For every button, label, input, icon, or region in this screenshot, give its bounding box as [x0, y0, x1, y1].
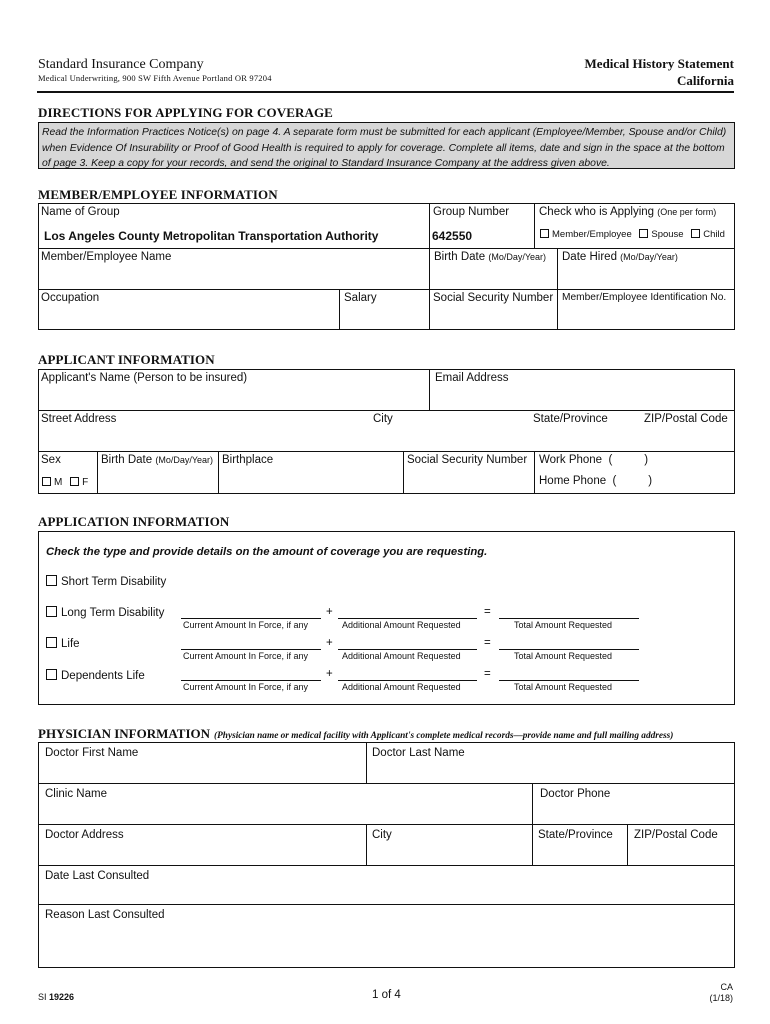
doctor-first-name-label: Doctor First Name — [45, 747, 139, 759]
sex-label: Sex — [41, 454, 61, 466]
member-ssn-field[interactable] — [430, 305, 556, 329]
physician-heading-row — [38, 725, 673, 743]
doctor-phone-label: Doctor Phone — [540, 788, 611, 800]
state-label: State/Province — [533, 413, 608, 425]
company-name: Standard Insurance Company — [38, 57, 204, 72]
date-last-consulted-label: Date Last Consulted — [45, 870, 150, 882]
ltd-current-amount-field[interactable] — [181, 618, 321, 619]
form-revision: CA (1/18) — [709, 982, 733, 1003]
name-of-group-label: Name of Group — [41, 206, 120, 218]
member-ssn-label: Social Security Number — [433, 292, 554, 304]
member-name-label: Member/Employee Name — [41, 251, 172, 263]
applicant-type-options — [540, 229, 725, 240]
life-current-caption: Current Amount In Force, if any — [183, 651, 309, 661]
applicant-name-field[interactable] — [39, 385, 428, 409]
group-number-label: Group Number — [433, 206, 510, 218]
doctor-city-field[interactable] — [367, 842, 531, 864]
dep-current-caption: Current Amount In Force, if any — [183, 682, 309, 692]
ltd-additional-amount-field[interactable] — [338, 618, 477, 619]
doctor-state-field[interactable] — [533, 842, 626, 864]
work-phone-field[interactable] — [628, 452, 734, 472]
member-id-label: Member/Employee Identification No. — [562, 292, 727, 303]
salary-field[interactable] — [340, 305, 428, 329]
doctor-state-label: State/Province — [538, 829, 613, 841]
directions-heading: DIRECTIONS FOR APPLYING FOR COVERAGE — [38, 105, 333, 120]
application-instruction: Check the type and provide details on the amount of coverage you are requesting. — [46, 546, 488, 558]
doctor-phone-field[interactable] — [533, 801, 734, 823]
physician-heading: PHYSICIAN INFORMATION — [38, 726, 211, 741]
company-address: Medical Underwriting, 900 SW Fifth Avenue Portland OR 97204 — [38, 73, 272, 83]
member-id-field[interactable] — [558, 305, 734, 329]
applicant-birth-date-field[interactable] — [98, 467, 217, 493]
sex-f-option[interactable]: F — [70, 477, 88, 488]
ltd-checkbox[interactable] — [46, 606, 57, 617]
sex-f-checkbox[interactable] — [70, 477, 79, 486]
std-checkbox[interactable] — [46, 575, 57, 586]
form-title-line2: California — [676, 73, 734, 88]
life-option[interactable] — [46, 637, 80, 650]
reason-last-consulted-label: Reason Last Consulted — [45, 909, 165, 921]
home-phone-label: Home Phone ( ) — [539, 475, 653, 487]
life-current-amount-field[interactable] — [181, 649, 321, 650]
directions-text: Read the Information Practices Notice(s) on page 4. A separate form must be submitted for each applicant (Employee/Member, Spouse and/or Child) when Evidence Of Insurability or Proof of Good Health is required to apply for coverage. Complete all items, date and sign in the space at the bottom of page 3. Keep a copy for your records, and send the original to Standard Insurance Company at the address given above. — [38, 122, 735, 169]
header-rule — [37, 91, 734, 93]
group-number-field[interactable]: 642550 — [432, 229, 473, 243]
dependents-life-checkbox[interactable] — [46, 669, 57, 680]
date-hired-field[interactable] — [558, 264, 734, 288]
form-id: SI 19226 — [38, 992, 75, 1002]
ltd-total-caption: Total Amount Requested — [514, 620, 613, 630]
spouse-option[interactable]: Spouse — [639, 229, 683, 240]
occupation-field[interactable] — [39, 305, 338, 329]
std-option[interactable] — [46, 575, 166, 588]
salary-label: Salary — [344, 292, 377, 304]
doctor-address-field[interactable] — [39, 842, 365, 864]
doctor-zip-field[interactable] — [628, 842, 734, 864]
doctor-zip-label: ZIP/Postal Code — [634, 829, 718, 841]
sex-m-option[interactable]: M — [42, 477, 62, 488]
clinic-name-field[interactable] — [39, 801, 531, 823]
life-equals: = — [484, 637, 491, 649]
check-who-note: (One per form) — [657, 207, 717, 217]
life-additional-amount-field[interactable] — [338, 649, 477, 650]
email-field[interactable] — [430, 385, 734, 409]
dep-total-caption: Total Amount Requested — [514, 682, 613, 692]
dep-equals: = — [484, 668, 491, 680]
life-total-caption: Total Amount Requested — [514, 651, 613, 661]
dep-additional-caption: Additional Amount Requested — [342, 682, 461, 692]
zip-field[interactable] — [643, 426, 734, 450]
dep-plus: + — [326, 668, 333, 680]
applicant-name-label: Applicant's Name (Person to be insured) — [41, 372, 248, 384]
ltd-additional-caption: Additional Amount Requested — [342, 620, 461, 630]
ltd-label: Long Term Disability — [61, 607, 165, 619]
occupation-label: Occupation — [41, 292, 100, 304]
child-checkbox[interactable] — [691, 229, 700, 238]
city-label: City — [373, 413, 393, 425]
applicant-birth-date-label: Birth Date (Mo/Day/Year) — [101, 454, 214, 466]
application-heading: APPLICATION INFORMATION — [38, 514, 230, 529]
member-heading: MEMBER/EMPLOYEE INFORMATION — [38, 187, 278, 202]
child-option[interactable]: Child — [691, 229, 725, 240]
dep-additional-amount-field[interactable] — [338, 680, 477, 681]
applicant-heading: APPLICANT INFORMATION — [38, 352, 215, 367]
dep-total-amount-field[interactable] — [499, 680, 639, 681]
member-name-field[interactable] — [39, 264, 428, 288]
dep-current-amount-field[interactable] — [181, 680, 321, 681]
member-birth-date-field[interactable] — [430, 264, 556, 288]
life-total-amount-field[interactable] — [499, 649, 639, 650]
reason-last-consulted-field[interactable] — [39, 922, 734, 967]
life-label: Life — [61, 638, 80, 650]
page-number: 1 of 4 — [372, 989, 401, 1001]
ltd-equals: = — [484, 606, 491, 618]
form-title — [585, 55, 734, 89]
ltd-plus: + — [326, 606, 333, 618]
check-who-applying-label — [539, 206, 716, 218]
zip-label: ZIP/Postal Code — [644, 413, 728, 425]
clinic-name-label: Clinic Name — [45, 788, 107, 800]
birthplace-field[interactable] — [219, 467, 402, 493]
applicant-ssn-label: Social Security Number — [407, 454, 528, 466]
city-field[interactable] — [372, 426, 530, 450]
date-hired-label: Date Hired (Mo/Day/Year) — [562, 251, 678, 263]
check-who-label-text: Check who is Applying — [539, 206, 655, 218]
life-additional-caption: Additional Amount Requested — [342, 651, 461, 661]
birthplace-label: Birthplace — [222, 454, 274, 466]
doctor-address-label: Doctor Address — [45, 829, 124, 841]
birth-date-label: Birth Date (Mo/Day/Year) — [434, 251, 547, 263]
home-phone-field[interactable] — [628, 473, 734, 493]
applicant-ssn-field[interactable] — [404, 467, 533, 493]
doctor-city-label: City — [372, 829, 392, 841]
ltd-option[interactable] — [46, 606, 164, 619]
ltd-total-amount-field[interactable] — [499, 618, 639, 619]
doctor-last-name-label: Doctor Last Name — [372, 747, 465, 759]
life-checkbox[interactable] — [46, 637, 57, 648]
dependents-life-label: Dependents Life — [61, 670, 145, 682]
ltd-current-caption: Current Amount In Force, if any — [183, 620, 309, 630]
spouse-checkbox[interactable] — [639, 229, 648, 238]
physician-heading-note: (Physician name or medical facility with Applicant's complete medical records—provide name and full mailing address) — [214, 731, 674, 741]
street-address-field[interactable] — [39, 426, 369, 450]
sex-m-checkbox[interactable] — [42, 477, 51, 486]
date-last-consulted-field[interactable] — [39, 883, 734, 903]
work-phone-label: Work Phone ( ) — [539, 454, 649, 466]
life-plus: + — [326, 637, 333, 649]
doctor-last-name-field[interactable] — [367, 760, 734, 782]
dependents-life-option[interactable] — [46, 669, 145, 682]
doctor-first-name-field[interactable] — [39, 760, 365, 782]
form-title-line1: Medical History Statement — [584, 56, 734, 71]
street-address-label: Street Address — [41, 413, 117, 425]
member-employee-option[interactable]: Member/Employee — [540, 229, 632, 240]
std-label: Short Term Disability — [61, 576, 167, 588]
sex-options — [42, 477, 88, 488]
member-employee-checkbox[interactable] — [540, 229, 549, 238]
email-label: Email Address — [435, 372, 509, 384]
state-field[interactable] — [532, 426, 640, 450]
name-of-group-field[interactable]: Los Angeles County Metropolitan Transportation Authority — [44, 229, 379, 243]
